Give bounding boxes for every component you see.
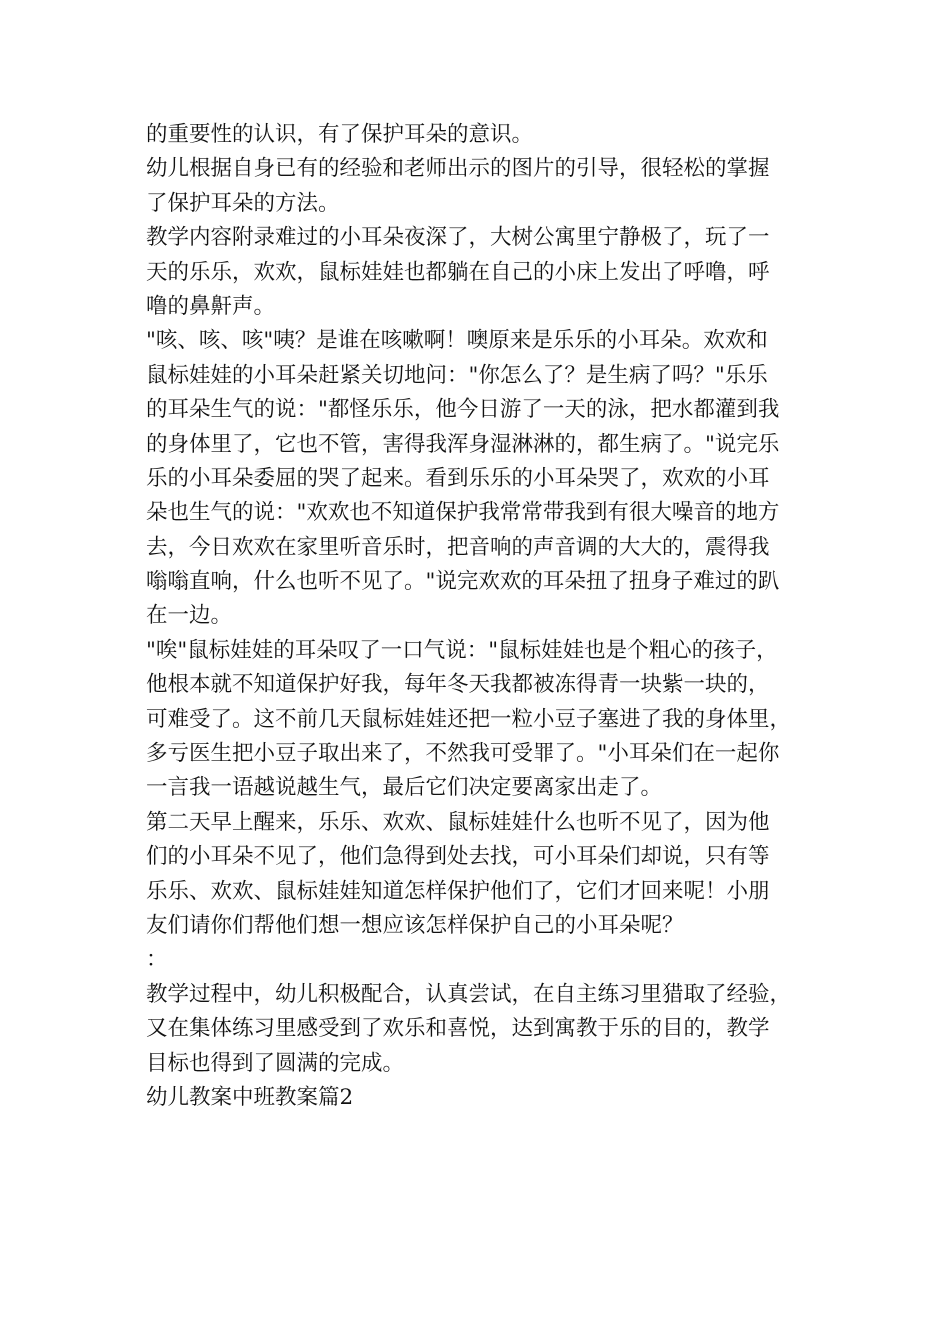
- text-line: 第二天早上醒来，乐乐、欢欢、鼠标娃娃什么也听不见了，因为他: [146, 809, 770, 835]
- text-line: 噜的鼻鼾声。: [146, 293, 276, 319]
- text-line: ：: [146, 947, 168, 973]
- text-line: 他根本就不知道保护好我，每年冬天我都被冻得青一块紫一块的，: [146, 672, 770, 698]
- text-line: 天的乐乐，欢欢，鼠标娃娃也都躺在自己的小床上发出了呼噜，呼: [146, 259, 770, 285]
- text-line: 多亏医生把小豆子取出来了，不然我可受罪了。"小耳朵们在一起你: [146, 741, 780, 767]
- text-line: 乐的小耳朵委屈的哭了起来。看到乐乐的小耳朵哭了，欢欢的小耳: [146, 465, 770, 491]
- text-line: 的重要性的认识，有了保护耳朵的意识。: [146, 122, 534, 147]
- text-line: 的身体里了，它也不管，害得我浑身湿淋淋的，都生病了。"说完乐: [146, 431, 780, 457]
- text-line: 一言我一语越说越生气，最后它们决定要离家出走了。: [146, 775, 663, 801]
- text-line: 了保护耳朵的方法。: [146, 190, 340, 216]
- text-line: 教学内容附录难过的小耳朵夜深了，大树公寓里宁静极了，玩了一: [146, 225, 770, 251]
- text-line: "咳、咳、咳"咦？是谁在咳嗽啊！噢原来是乐乐的小耳朵。欢欢和: [146, 328, 768, 354]
- text-line: 朵也生气的说："欢欢也不知道保护我常常带我到有很大噪音的地方: [146, 500, 780, 526]
- text-line: 乐乐、欢欢、鼠标娃娃知道怎样保护他们了，它们才回来呢！小朋: [146, 878, 770, 904]
- text-line: 去，今日欢欢在家里听音乐时，把音响的声音调的大大的，震得我: [146, 534, 770, 560]
- text-line: 友们请你们帮他们想一想应该怎样保护自己的小耳朵呢？: [146, 912, 684, 938]
- text-line: 嗡嗡直响，什么也听不见了。"说完欢欢的耳朵扭了扭身子难过的趴: [146, 569, 780, 595]
- text-line: 又在集体练习里感受到了欢乐和喜悦，达到寓教于乐的目的，教学: [146, 1016, 770, 1042]
- section-heading: 幼儿教案中班教案篇2: [146, 1084, 354, 1110]
- text-line: 教学过程中，幼儿积极配合，认真尝试，在自主练习里猎取了经验，: [146, 981, 792, 1007]
- text-line: "唉"鼠标娃娃的耳朵叹了一口气说："鼠标娃娃也是个粗心的孩子，: [146, 637, 778, 663]
- text-line: 的耳朵生气的说："都怪乐乐，他今日游了一天的泳，把水都灌到我: [146, 397, 780, 423]
- text-line: 鼠标娃娃的小耳朵赶紧关切地问："你怎么了？是生病了吗？"乐乐: [146, 362, 768, 388]
- text-line: 可难受了。这不前几天鼠标娃娃还把一粒小豆子塞进了我的身体里，: [146, 706, 792, 732]
- text-line: 在一边。: [146, 603, 233, 629]
- text-line: 们的小耳朵不见了，他们急得到处去找，可小耳朵们却说，只有等: [146, 844, 770, 870]
- text-line: 幼儿根据自身已有的经验和老师出示的图片的引导，很轻松的掌握: [146, 156, 770, 182]
- document-body: [146, 118, 836, 1115]
- text-line: 目标也得到了圆满的完成。: [146, 1050, 405, 1076]
